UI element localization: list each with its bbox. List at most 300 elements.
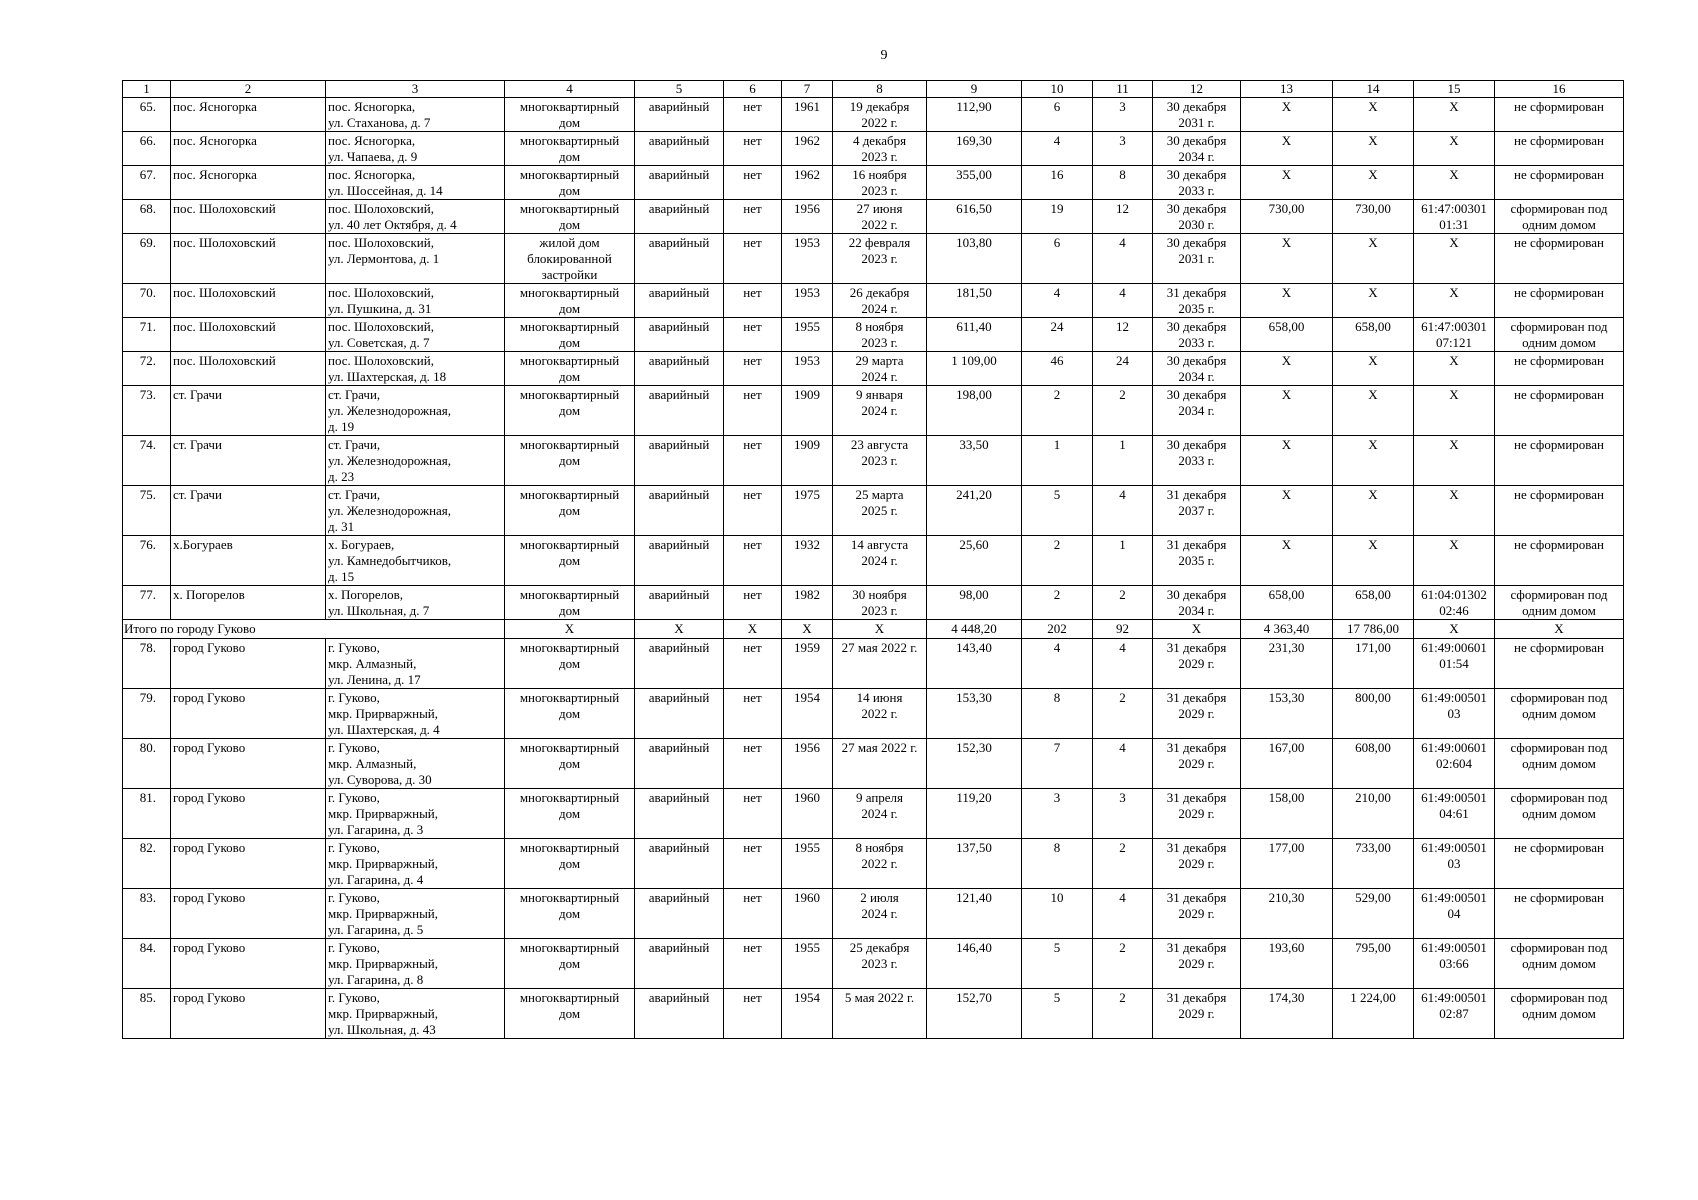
deadline-cell-line: 31 декабря bbox=[1166, 790, 1227, 805]
recognition-date-cell bbox=[833, 586, 927, 620]
residents-cell: 10 bbox=[1022, 889, 1093, 939]
cadastral-number-cell-line: X bbox=[1449, 487, 1459, 502]
deadline-cell bbox=[1153, 739, 1241, 789]
total-cell: X bbox=[1153, 620, 1241, 639]
area-cell: 181,50 bbox=[927, 284, 1022, 318]
recognition-date-cell-line: 25 марта bbox=[855, 487, 904, 502]
plot-area-cell: 658,00 bbox=[1333, 586, 1414, 620]
land-area-cell: 174,30 bbox=[1241, 989, 1333, 1039]
total-cell: 4 448,20 bbox=[927, 620, 1022, 639]
deadline-cell-line: 2029 г. bbox=[1178, 806, 1215, 821]
cadastral-number-cell-line: X bbox=[1449, 235, 1459, 250]
recognition-date-cell bbox=[833, 386, 927, 436]
column-number: 15 bbox=[1414, 81, 1495, 98]
address-cell bbox=[326, 739, 505, 789]
deadline-cell-line: 30 декабря bbox=[1166, 201, 1227, 216]
land-area-cell: X bbox=[1241, 98, 1333, 132]
total-label: Итого по городу Гуково bbox=[123, 620, 505, 639]
flag-cell: нет bbox=[724, 536, 782, 586]
deadline-cell-line: 30 декабря bbox=[1166, 437, 1227, 452]
building-type-cell bbox=[505, 536, 635, 586]
recognition-date-cell-line: 19 декабря bbox=[849, 99, 910, 114]
deadline-cell-line: 31 декабря bbox=[1166, 537, 1227, 552]
recognition-date-cell-line: 14 августа bbox=[850, 537, 909, 552]
table-row bbox=[123, 132, 1624, 166]
building-type-cell-line: дом bbox=[558, 453, 581, 468]
cadastral-number-cell bbox=[1414, 132, 1495, 166]
column-number: 1 bbox=[123, 81, 171, 98]
flag-cell: нет bbox=[724, 234, 782, 284]
deadline-cell bbox=[1153, 536, 1241, 586]
address-cell-line: мкр. Прирваржный, bbox=[328, 1006, 439, 1021]
address-cell-line: ул. Железнодорожная, bbox=[328, 403, 452, 418]
address-cell bbox=[326, 200, 505, 234]
address-cell bbox=[326, 639, 505, 689]
table-row bbox=[123, 200, 1624, 234]
recognition-date-cell-line: 2022 г. bbox=[861, 115, 898, 130]
building-type-cell bbox=[505, 386, 635, 436]
address-cell bbox=[326, 536, 505, 586]
building-type-cell-line: дом bbox=[558, 906, 581, 921]
building-type-cell-line: дом bbox=[558, 706, 581, 721]
units-cell: 2 bbox=[1093, 386, 1153, 436]
building-type-cell-line: дом bbox=[558, 1006, 581, 1021]
deadline-cell-line: 2037 г. bbox=[1178, 503, 1215, 518]
building-type-cell bbox=[505, 352, 635, 386]
plot-area-cell: X bbox=[1333, 352, 1414, 386]
recognition-date-cell-line: 2023 г. bbox=[861, 956, 898, 971]
address-cell bbox=[326, 939, 505, 989]
area-cell: 119,20 bbox=[927, 789, 1022, 839]
address-cell bbox=[326, 234, 505, 284]
year-cell: 1956 bbox=[782, 200, 833, 234]
recognition-date-cell bbox=[833, 989, 927, 1039]
row-number: 71. bbox=[123, 318, 171, 352]
recognition-date-cell-line: 27 мая 2022 г. bbox=[841, 640, 918, 655]
recognition-date-cell-line: 14 июня bbox=[856, 690, 903, 705]
land-area-cell: 658,00 bbox=[1241, 318, 1333, 352]
address-cell-line: мкр. Прирваржный, bbox=[328, 856, 439, 871]
plot-area-cell: X bbox=[1333, 234, 1414, 284]
units-cell: 4 bbox=[1093, 486, 1153, 536]
plot-area-cell: 800,00 bbox=[1333, 689, 1414, 739]
table-row bbox=[123, 789, 1624, 839]
flag-cell: нет bbox=[724, 98, 782, 132]
recognition-date-cell-line: 8 ноября bbox=[855, 319, 904, 334]
deadline-cell-line: 2034 г. bbox=[1178, 149, 1215, 164]
total-cell: 4 363,40 bbox=[1241, 620, 1333, 639]
recognition-date-cell-line: 2023 г. bbox=[861, 183, 898, 198]
land-area-cell: X bbox=[1241, 536, 1333, 586]
cadastral-number-cell bbox=[1414, 586, 1495, 620]
address-cell-line: ул. Лермонтова, д. 1 bbox=[328, 251, 440, 266]
address-cell-line: д. 23 bbox=[328, 469, 355, 484]
deadline-cell-line: 30 декабря bbox=[1166, 319, 1227, 334]
units-cell: 2 bbox=[1093, 839, 1153, 889]
plot-area-cell: 658,00 bbox=[1333, 318, 1414, 352]
area-cell: 137,50 bbox=[927, 839, 1022, 889]
cadastral-number-cell-line: 03 bbox=[1447, 706, 1461, 721]
address-cell bbox=[326, 166, 505, 200]
recognition-date-cell-line: 2024 г. bbox=[861, 553, 898, 568]
deadline-cell-line: 30 декабря bbox=[1166, 133, 1227, 148]
recognition-date-cell-line: 4 декабря bbox=[852, 133, 907, 148]
address-cell bbox=[326, 989, 505, 1039]
cadastral-number-cell bbox=[1414, 689, 1495, 739]
area-cell: 241,20 bbox=[927, 486, 1022, 536]
address-cell-line: ул. Ленина, д. 17 bbox=[328, 672, 421, 687]
plot-formation-cell-line: не сформирован bbox=[1513, 890, 1604, 905]
building-type-cell bbox=[505, 486, 635, 536]
status-cell: аварийный bbox=[635, 536, 724, 586]
building-type-cell-line: дом bbox=[558, 183, 581, 198]
cadastral-number-cell-line: 01:31 bbox=[1439, 217, 1469, 232]
recognition-date-cell-line: 2022 г. bbox=[861, 706, 898, 721]
plot-formation-cell-line: сформирован под bbox=[1510, 740, 1608, 755]
cadastral-number-cell-line: 01:54 bbox=[1439, 656, 1469, 671]
address-cell-line: пос. Ясногорка, bbox=[328, 99, 416, 114]
address-cell-line: мкр. Алмазный, bbox=[328, 756, 417, 771]
plot-formation-cell-line: одним домом bbox=[1522, 756, 1596, 771]
settlement-cell: город Гуково bbox=[171, 989, 326, 1039]
building-type-cell bbox=[505, 200, 635, 234]
settlement-cell: город Гуково bbox=[171, 889, 326, 939]
residents-cell: 5 bbox=[1022, 989, 1093, 1039]
address-cell-line: ул. Гагарина, д. 5 bbox=[328, 922, 424, 937]
column-number: 4 bbox=[505, 81, 635, 98]
recognition-date-cell-line: 2022 г. bbox=[861, 856, 898, 871]
residents-cell: 8 bbox=[1022, 689, 1093, 739]
year-cell: 1962 bbox=[782, 132, 833, 166]
recognition-date-cell bbox=[833, 318, 927, 352]
recognition-date-cell bbox=[833, 739, 927, 789]
deadline-cell bbox=[1153, 689, 1241, 739]
address-cell-line: г. Гуково, bbox=[328, 990, 380, 1005]
units-cell: 3 bbox=[1093, 789, 1153, 839]
recognition-date-cell-line: 9 января bbox=[856, 387, 903, 402]
settlement-cell: пос. Ясногорка bbox=[171, 132, 326, 166]
settlement-cell: ст. Грачи bbox=[171, 436, 326, 486]
plot-area-cell: 733,00 bbox=[1333, 839, 1414, 889]
recognition-date-cell bbox=[833, 789, 927, 839]
settlement-cell: пос. Ясногорка bbox=[171, 98, 326, 132]
deadline-cell-line: 30 декабря bbox=[1166, 387, 1227, 402]
year-cell: 1975 bbox=[782, 486, 833, 536]
cadastral-number-cell-line: 61:49:00501 bbox=[1421, 840, 1487, 855]
column-number: 7 bbox=[782, 81, 833, 98]
status-cell: аварийный bbox=[635, 166, 724, 200]
status-cell: аварийный bbox=[635, 318, 724, 352]
plot-formation-cell-line: одним домом bbox=[1522, 1006, 1596, 1021]
recognition-date-cell-line: 2022 г. bbox=[861, 217, 898, 232]
plot-formation-cell bbox=[1495, 989, 1624, 1039]
settlement-cell: пос. Шолоховский bbox=[171, 318, 326, 352]
deadline-cell-line: 2029 г. bbox=[1178, 906, 1215, 921]
units-cell: 3 bbox=[1093, 98, 1153, 132]
residents-cell: 6 bbox=[1022, 234, 1093, 284]
deadline-cell-line: 2030 г. bbox=[1178, 217, 1215, 232]
row-number: 65. bbox=[123, 98, 171, 132]
flag-cell: нет bbox=[724, 639, 782, 689]
plot-formation-cell-line: сформирован под bbox=[1510, 690, 1608, 705]
deadline-cell bbox=[1153, 284, 1241, 318]
total-cell: X bbox=[782, 620, 833, 639]
total-cell: X bbox=[1495, 620, 1624, 639]
status-cell: аварийный bbox=[635, 839, 724, 889]
plot-formation-cell-line: не сформирован bbox=[1513, 487, 1604, 502]
cadastral-number-cell bbox=[1414, 739, 1495, 789]
deadline-cell-line: 31 декабря bbox=[1166, 285, 1227, 300]
address-cell-line: пос. Ясногорка, bbox=[328, 167, 416, 182]
column-number: 8 bbox=[833, 81, 927, 98]
cadastral-number-cell-line: 02:604 bbox=[1435, 756, 1473, 771]
address-cell-line: г. Гуково, bbox=[328, 890, 380, 905]
address-cell-line: мкр. Прирваржный, bbox=[328, 956, 439, 971]
plot-area-cell: X bbox=[1333, 132, 1414, 166]
settlement-cell: город Гуково bbox=[171, 689, 326, 739]
deadline-cell-line: 2035 г. bbox=[1178, 301, 1215, 316]
cadastral-number-cell bbox=[1414, 284, 1495, 318]
land-area-cell: X bbox=[1241, 132, 1333, 166]
address-cell bbox=[326, 352, 505, 386]
area-cell: 146,40 bbox=[927, 939, 1022, 989]
building-type-cell-line: многоквартирный bbox=[519, 587, 620, 602]
year-cell: 1955 bbox=[782, 939, 833, 989]
recognition-date-cell bbox=[833, 352, 927, 386]
status-cell: аварийный bbox=[635, 639, 724, 689]
column-number: 3 bbox=[326, 81, 505, 98]
building-type-cell-line: многоквартирный bbox=[519, 740, 620, 755]
table-row bbox=[123, 889, 1624, 939]
deadline-cell bbox=[1153, 486, 1241, 536]
building-type-cell bbox=[505, 132, 635, 166]
area-cell: 153,30 bbox=[927, 689, 1022, 739]
year-cell: 1960 bbox=[782, 789, 833, 839]
building-type-cell-line: дом bbox=[558, 217, 581, 232]
address-cell-line: д. 31 bbox=[328, 519, 355, 534]
row-number: 78. bbox=[123, 639, 171, 689]
address-cell-line: ул. Стаханова, д. 7 bbox=[328, 115, 431, 130]
deadline-cell bbox=[1153, 989, 1241, 1039]
recognition-date-cell bbox=[833, 889, 927, 939]
status-cell: аварийный bbox=[635, 889, 724, 939]
address-cell-line: ул. Школьная, д. 7 bbox=[328, 603, 430, 618]
table-row bbox=[123, 436, 1624, 486]
residents-cell: 4 bbox=[1022, 284, 1093, 318]
total-cell: 92 bbox=[1093, 620, 1153, 639]
deadline-cell bbox=[1153, 939, 1241, 989]
cadastral-number-cell-line: 61:49:00501 bbox=[1421, 690, 1487, 705]
recognition-date-cell bbox=[833, 639, 927, 689]
year-cell: 1909 bbox=[782, 436, 833, 486]
status-cell: аварийный bbox=[635, 989, 724, 1039]
plot-formation-cell-line: сформирован под bbox=[1510, 201, 1608, 216]
address-cell-line: мкр. Прирваржный, bbox=[328, 706, 439, 721]
address-cell bbox=[326, 839, 505, 889]
plot-formation-cell-line: не сформирован bbox=[1513, 437, 1604, 452]
address-cell-line: ул. Гагарина, д. 4 bbox=[328, 872, 424, 887]
flag-cell: нет bbox=[724, 486, 782, 536]
column-number: 16 bbox=[1495, 81, 1624, 98]
table-row bbox=[123, 536, 1624, 586]
address-cell bbox=[326, 689, 505, 739]
plot-formation-cell-line: одним домом bbox=[1522, 806, 1596, 821]
recognition-date-cell-line: 2024 г. bbox=[861, 806, 898, 821]
address-cell-line: г. Гуково, bbox=[328, 640, 380, 655]
plot-formation-cell bbox=[1495, 689, 1624, 739]
deadline-cell bbox=[1153, 639, 1241, 689]
total-row bbox=[123, 620, 1624, 639]
column-number: 13 bbox=[1241, 81, 1333, 98]
recognition-date-cell bbox=[833, 436, 927, 486]
units-cell: 2 bbox=[1093, 989, 1153, 1039]
plot-formation-cell bbox=[1495, 318, 1624, 352]
row-number: 84. bbox=[123, 939, 171, 989]
land-area-cell: 231,30 bbox=[1241, 639, 1333, 689]
row-number: 73. bbox=[123, 386, 171, 436]
recognition-date-cell-line: 16 ноября bbox=[852, 167, 907, 182]
plot-formation-cell-line: одним домом bbox=[1522, 706, 1596, 721]
plot-formation-cell bbox=[1495, 166, 1624, 200]
recognition-date-cell-line: 22 февраля bbox=[848, 235, 911, 250]
cadastral-number-cell bbox=[1414, 486, 1495, 536]
table-row bbox=[123, 839, 1624, 889]
address-cell-line: ул. Шоссейная, д. 14 bbox=[328, 183, 443, 198]
building-type-cell-line: дом bbox=[558, 656, 581, 671]
recognition-date-cell bbox=[833, 939, 927, 989]
land-area-cell: X bbox=[1241, 436, 1333, 486]
cadastral-number-cell-line: 04 bbox=[1447, 906, 1461, 921]
plot-formation-cell-line: сформирован под bbox=[1510, 990, 1608, 1005]
building-type-cell-line: многоквартирный bbox=[519, 537, 620, 552]
table-row bbox=[123, 739, 1624, 789]
status-cell: аварийный bbox=[635, 352, 724, 386]
plot-formation-cell bbox=[1495, 586, 1624, 620]
plot-formation-cell bbox=[1495, 436, 1624, 486]
recognition-date-cell bbox=[833, 486, 927, 536]
recognition-date-cell-line: 5 мая 2022 г. bbox=[844, 990, 915, 1005]
address-cell-line: ст. Грачи, bbox=[328, 387, 381, 402]
address-cell-line: пос. Шолоховский, bbox=[328, 319, 434, 334]
cadastral-number-cell-line: 02:46 bbox=[1439, 603, 1469, 618]
cadastral-number-cell-line: 04:61 bbox=[1439, 806, 1469, 821]
area-cell: 169,30 bbox=[927, 132, 1022, 166]
building-type-cell-line: дом bbox=[558, 301, 581, 316]
status-cell: аварийный bbox=[635, 739, 724, 789]
cadastral-number-cell bbox=[1414, 98, 1495, 132]
status-cell: аварийный bbox=[635, 939, 724, 989]
cadastral-number-cell bbox=[1414, 939, 1495, 989]
recognition-date-cell-line: 2023 г. bbox=[861, 603, 898, 618]
recognition-date-cell bbox=[833, 200, 927, 234]
total-cell: X bbox=[724, 620, 782, 639]
recognition-date-cell bbox=[833, 132, 927, 166]
deadline-cell-line: 30 декабря bbox=[1166, 587, 1227, 602]
table-row bbox=[123, 939, 1624, 989]
settlement-cell: ст. Грачи bbox=[171, 386, 326, 436]
area-cell: 355,00 bbox=[927, 166, 1022, 200]
plot-area-cell: 730,00 bbox=[1333, 200, 1414, 234]
plot-formation-cell-line: одним домом bbox=[1522, 335, 1596, 350]
plot-formation-cell bbox=[1495, 486, 1624, 536]
deadline-cell-line: 31 декабря bbox=[1166, 840, 1227, 855]
plot-formation-cell-line: не сформирован bbox=[1513, 640, 1604, 655]
row-number: 66. bbox=[123, 132, 171, 166]
recognition-date-cell-line: 2024 г. bbox=[861, 369, 898, 384]
building-type-cell-line: дом bbox=[558, 369, 581, 384]
cadastral-number-cell bbox=[1414, 889, 1495, 939]
building-type-cell-line: жилой дом bbox=[539, 235, 600, 250]
building-type-cell bbox=[505, 639, 635, 689]
year-cell: 1982 bbox=[782, 586, 833, 620]
address-cell bbox=[326, 436, 505, 486]
area-cell: 33,50 bbox=[927, 436, 1022, 486]
building-type-cell bbox=[505, 989, 635, 1039]
building-type-cell bbox=[505, 839, 635, 889]
address-cell-line: ул. Гагарина, д. 8 bbox=[328, 972, 424, 987]
recognition-date-cell-line: 2023 г. bbox=[861, 149, 898, 164]
residents-cell: 19 bbox=[1022, 200, 1093, 234]
status-cell: аварийный bbox=[635, 586, 724, 620]
building-type-cell-line: дом bbox=[558, 149, 581, 164]
year-cell: 1959 bbox=[782, 639, 833, 689]
flag-cell: нет bbox=[724, 586, 782, 620]
year-cell: 1954 bbox=[782, 689, 833, 739]
residents-cell: 5 bbox=[1022, 939, 1093, 989]
units-cell: 8 bbox=[1093, 166, 1153, 200]
column-number: 2 bbox=[171, 81, 326, 98]
deadline-cell-line: 2031 г. bbox=[1178, 251, 1215, 266]
flag-cell: нет bbox=[724, 436, 782, 486]
address-cell-line: пос. Шолоховский, bbox=[328, 201, 434, 216]
cadastral-number-cell bbox=[1414, 352, 1495, 386]
address-cell-line: ул. Суворова, д. 30 bbox=[328, 772, 432, 787]
plot-formation-cell bbox=[1495, 639, 1624, 689]
flag-cell: нет bbox=[724, 386, 782, 436]
plot-formation-cell-line: одним домом bbox=[1522, 217, 1596, 232]
building-type-cell-line: многоквартирный bbox=[519, 99, 620, 114]
recognition-date-cell-line: 23 августа bbox=[850, 437, 909, 452]
recognition-date-cell bbox=[833, 689, 927, 739]
year-cell: 1909 bbox=[782, 386, 833, 436]
residents-cell: 2 bbox=[1022, 536, 1093, 586]
flag-cell: нет bbox=[724, 318, 782, 352]
address-cell-line: д. 15 bbox=[328, 569, 355, 584]
year-cell: 1955 bbox=[782, 318, 833, 352]
plot-area-cell: 608,00 bbox=[1333, 739, 1414, 789]
residents-cell: 6 bbox=[1022, 98, 1093, 132]
row-number: 81. bbox=[123, 789, 171, 839]
row-number: 68. bbox=[123, 200, 171, 234]
cadastral-number-cell-line: 03:66 bbox=[1439, 956, 1469, 971]
total-cell: X bbox=[635, 620, 724, 639]
row-number: 67. bbox=[123, 166, 171, 200]
address-cell-line: ул. Железнодорожная, bbox=[328, 503, 452, 518]
year-cell: 1953 bbox=[782, 284, 833, 318]
plot-formation-cell bbox=[1495, 386, 1624, 436]
cadastral-number-cell-line: 61:47:00301 bbox=[1421, 319, 1487, 334]
building-type-cell bbox=[505, 98, 635, 132]
address-cell-line: мкр. Прирваржный, bbox=[328, 806, 439, 821]
units-cell: 2 bbox=[1093, 689, 1153, 739]
total-cell: 202 bbox=[1022, 620, 1093, 639]
plot-formation-cell bbox=[1495, 98, 1624, 132]
building-type-cell bbox=[505, 284, 635, 318]
area-cell: 25,60 bbox=[927, 536, 1022, 586]
settlement-cell: пос. Шолоховский bbox=[171, 284, 326, 318]
cadastral-number-cell bbox=[1414, 200, 1495, 234]
settlement-cell: город Гуково bbox=[171, 789, 326, 839]
